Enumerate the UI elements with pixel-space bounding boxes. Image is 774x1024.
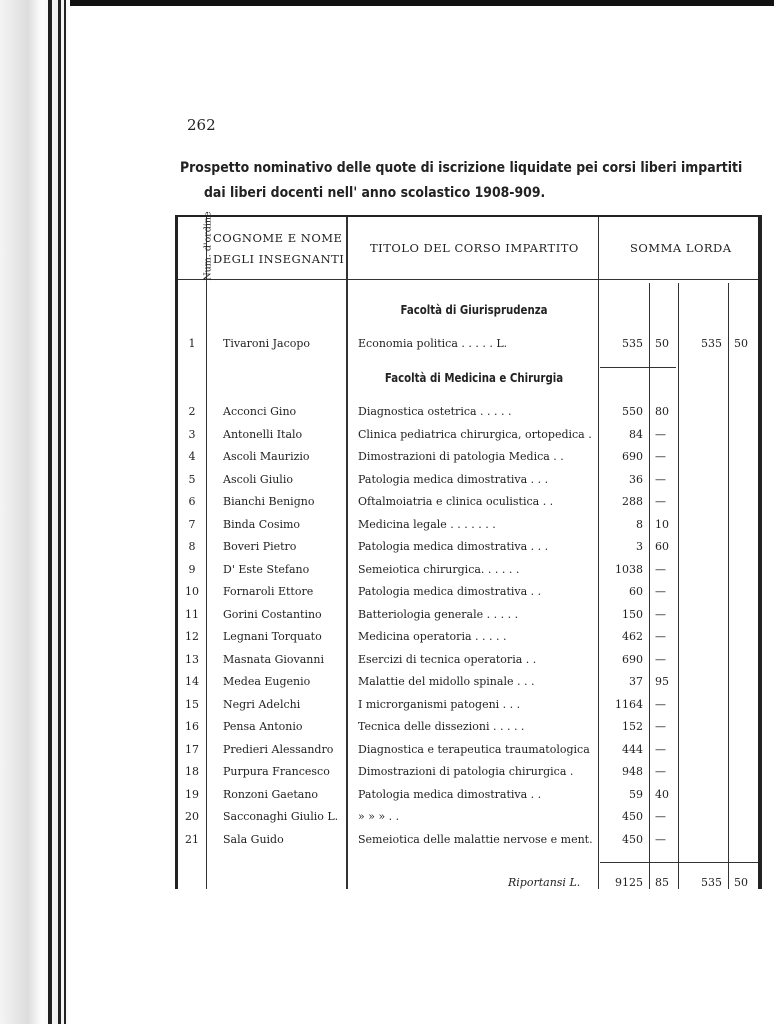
row-num: 6	[188, 495, 196, 508]
row-name: Gorini Costantino	[223, 607, 322, 621]
row-lire: 450	[622, 810, 643, 823]
row-cent: —	[655, 450, 666, 463]
total-row	[178, 876, 758, 896]
title-line-1: Prospetto nominativo delle quote di iscrizione liquidate pei corsi liberi impartiti	[180, 160, 743, 176]
row-num: 16	[185, 720, 199, 733]
row-name: Medea Eugenio	[223, 675, 311, 688]
row-lire: 690	[622, 450, 643, 463]
row-lire: 152	[622, 720, 643, 733]
row-num: 18	[185, 765, 199, 778]
row-cent: 60	[655, 540, 669, 553]
row-course: Esercizi di tecnica operatoria . .	[358, 652, 537, 666]
total-cent-total: 50	[734, 876, 748, 889]
row-lire: 450	[622, 832, 643, 846]
row-cent: —	[655, 585, 666, 598]
row-lire: 59	[629, 787, 643, 801]
row-cent: —	[655, 472, 666, 486]
row-lire: 1164	[615, 697, 643, 711]
row-course: Semeiotica chirurgica. . . . . .	[358, 562, 520, 576]
row-name: Fornaroli Ettore	[223, 585, 314, 598]
table-row	[178, 428, 758, 448]
table-row	[178, 518, 758, 538]
row-cent: 95	[655, 675, 669, 688]
row-lire: 288	[622, 495, 643, 508]
row-cent: —	[655, 810, 666, 823]
scan-binding-edge	[0, 0, 70, 1024]
row-num: 2	[188, 405, 196, 418]
row-cent: —	[655, 607, 666, 621]
row-name: Predieri Alessandro	[223, 742, 334, 756]
row-num: 8	[188, 540, 196, 553]
table-row	[178, 630, 758, 650]
row-num: 7	[188, 517, 196, 531]
header-name-line2: DEGLI INSEGNANTI	[213, 252, 345, 266]
row-course: Batteriologia generale . . . . .	[358, 607, 519, 621]
row-course: Dimostrazioni di patologia chirurgica .	[358, 765, 574, 778]
row-cent: 10	[655, 517, 669, 531]
table-row	[178, 337, 758, 357]
row-course: Semeiotica delle malattie nervose e ment.	[358, 832, 593, 846]
row-lire: 60	[629, 585, 643, 598]
row-num: 9	[188, 562, 196, 576]
table-row	[178, 563, 758, 583]
row-name: Acconci Gino	[223, 405, 297, 418]
row-name: Binda Cosimo	[223, 517, 301, 531]
row-name: Ascoli Giulio	[223, 472, 293, 486]
row-cent: —	[655, 562, 666, 576]
row-name: Sala Guido	[223, 832, 284, 846]
table-row	[178, 540, 758, 560]
row-cent: —	[655, 427, 666, 441]
row-num: 5	[188, 472, 196, 486]
row-lire: 36	[629, 472, 643, 486]
row-num: 3	[188, 427, 196, 441]
row-lire: 535	[622, 337, 643, 350]
total-label: Riportansi L.	[508, 876, 581, 889]
table-row	[178, 833, 758, 853]
row-num: 12	[185, 630, 199, 643]
row-num: 11	[185, 607, 199, 621]
table-row	[178, 405, 758, 425]
row-cent: —	[655, 495, 666, 508]
row-cent: 40	[655, 787, 669, 801]
row-num: 4	[188, 450, 196, 463]
row-cent: —	[655, 697, 666, 711]
quota-table	[175, 211, 762, 889]
table-row	[178, 810, 758, 830]
table-row	[178, 698, 758, 718]
table-row	[178, 720, 758, 740]
row-lire: 690	[622, 652, 643, 666]
row-num: 19	[185, 787, 199, 801]
table-row	[178, 765, 758, 785]
section-giurisprudenza: Facoltà di Giurisprudenza	[400, 303, 548, 317]
row-name: Antonelli Italo	[223, 427, 303, 441]
header-course: TITOLO DEL CORSO IMPARTITO	[370, 241, 579, 255]
row-name: Purpura Francesco	[223, 765, 330, 778]
row-cent: —	[655, 720, 666, 733]
row-cent: 80	[655, 405, 669, 418]
row-name: Boveri Pietro	[223, 540, 297, 553]
row-course: Clinica pediatrica chirurgica, ortopedica .	[358, 427, 592, 441]
table-row	[178, 743, 758, 763]
row-name: Tivaroni Jacopo	[223, 337, 311, 350]
row-num: 21	[185, 832, 199, 846]
row-lire: 1038	[615, 562, 643, 576]
row-cent: —	[655, 630, 666, 643]
header-name-line1: COGNOME E NOME	[213, 231, 343, 245]
scan-top-edge	[0, 0, 774, 6]
row-course: Economia politica . . . . . L.	[358, 337, 508, 350]
row-num: 20	[185, 810, 199, 823]
header-num: Num. d'ordine	[202, 211, 214, 281]
row-lire: 462	[622, 630, 643, 643]
table-row	[178, 653, 758, 673]
row-name: Masnata Giovanni	[223, 652, 324, 666]
section-medicina: Facoltà di Medicina e Chirurgia	[384, 371, 564, 385]
row-num: 14	[185, 675, 199, 688]
row-course: Medicina legale . . . . . . .	[358, 517, 496, 531]
row-course: Malattie del midollo spinale . . .	[358, 675, 535, 688]
total-lire: 9125	[615, 876, 643, 889]
row-lire: 550	[622, 405, 643, 418]
row-course: » » » . .	[358, 810, 400, 823]
table-row	[178, 495, 758, 515]
row-lire: 8	[636, 517, 643, 531]
row-num: 10	[185, 585, 199, 598]
row-course: Patologia medica dimostrativa . .	[358, 787, 542, 801]
row-lire: 37	[629, 675, 643, 688]
row-course: Patologia medica dimostrativa . . .	[358, 540, 549, 553]
total-cent: 85	[655, 876, 669, 889]
table-row	[178, 450, 758, 470]
row-num: 17	[185, 742, 199, 756]
row-name: Ronzoni Gaetano	[223, 787, 319, 801]
row-course: Oftalmoiatria e clinica oculistica . .	[358, 495, 554, 508]
row-course: Medicina operatoria . . . . .	[358, 630, 507, 643]
page-number: 262	[187, 116, 216, 134]
row-name: Ascoli Maurizio	[223, 450, 310, 463]
row-num: 13	[185, 652, 199, 666]
table-row	[178, 473, 758, 493]
row-lire: 444	[622, 742, 643, 756]
row-lire: 3	[636, 540, 643, 553]
row-name: Negri Adelchi	[223, 697, 301, 711]
row-course: Diagnostica ostetrica . . . . .	[358, 405, 512, 418]
row-name: Pensa Antonio	[223, 720, 303, 733]
row-lire: 150	[622, 607, 643, 621]
row-cent: —	[655, 742, 666, 756]
row-cent-total: 50	[734, 337, 748, 350]
row-num: 1	[188, 337, 196, 350]
row-course: Tecnica delle dissezioni . . . . .	[358, 720, 525, 733]
row-cent: —	[655, 765, 666, 778]
header-sum: SOMMA LORDA	[630, 241, 732, 255]
row-lire: 948	[622, 765, 643, 778]
title-line-2: dai liberi docenti nell' anno scolastico 1908-909.	[204, 185, 546, 201]
row-num: 15	[185, 697, 199, 711]
table-row	[178, 585, 758, 605]
table-row	[178, 675, 758, 695]
row-name: Sacconaghi Giulio L.	[223, 810, 339, 823]
row-name: Bianchi Benigno	[223, 495, 315, 508]
row-lire: 84	[629, 427, 643, 441]
row-lire-total: 535	[701, 337, 722, 350]
row-name: Legnani Torquato	[223, 630, 322, 643]
row-course: I microrganismi patogeni . . .	[358, 697, 521, 711]
table-row	[178, 608, 758, 628]
row-course: Dimostrazioni di patologia Medica . .	[358, 450, 564, 463]
table-row	[178, 788, 758, 808]
row-course: Patologia medica dimostrativa . . .	[358, 472, 549, 486]
row-cent: —	[655, 832, 666, 846]
row-cent: 50	[655, 337, 669, 350]
row-course: Diagnostica e terapeutica traumatologica	[358, 742, 590, 756]
row-cent: —	[655, 652, 666, 666]
row-name: D' Este Stefano	[223, 562, 310, 576]
total-lire-total: 535	[701, 876, 722, 889]
row-course: Patologia medica dimostrativa . .	[358, 585, 542, 598]
